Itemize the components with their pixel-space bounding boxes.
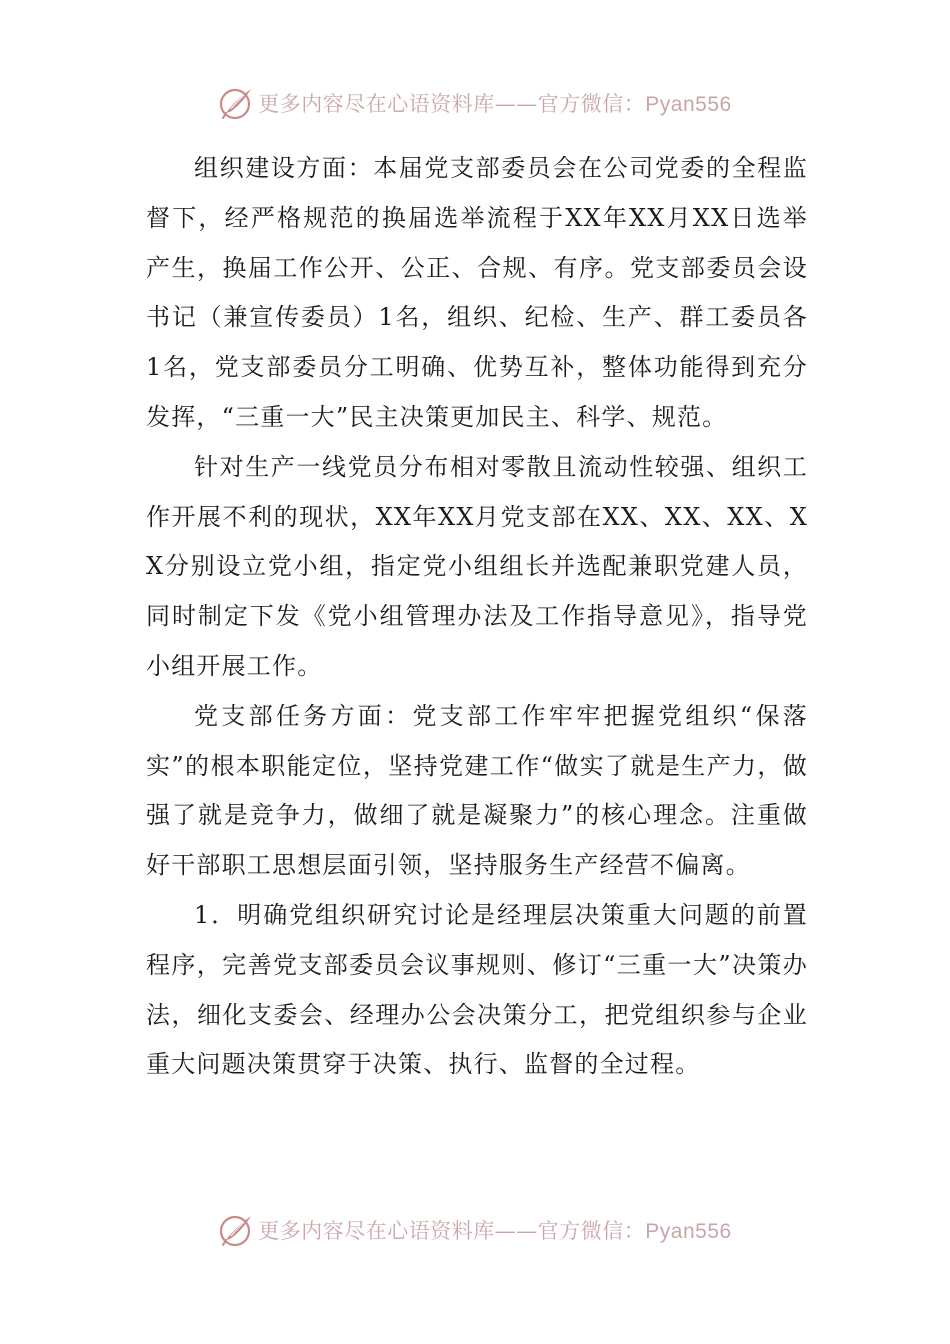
paragraph-party-groups: 针对生产一线党员分布相对零散且流动性较强、组织工作开展不利的现状，XX年XX月党支部在XX、XX、XX、XX分别设立党小组，指定党小组组长并选配兼职党建人员，同时制定下发《党小组管理办法及工作指导意见》，指导党小组开展工作。: [146, 452, 808, 680]
footer-watermark: [0, 1210, 950, 1250]
watermark-main-text: 更多内容尽在心语资料库——官方微信：: [258, 1219, 646, 1243]
paragraph-tasks: 党支部任务方面：党支部工作牢牢把握党组织“保落实”的根本职能定位，坚持党建工作“做实了就是生产力，做强了就是竞争力，做细了就是凝聚力”的核心理念。注重做好干部职工思想层面引领，坚持服务生产经营不偏离。: [146, 701, 808, 880]
paragraph-item-1: 1．明确党组织研究讨论是经理层决策重大问题的前置程序，完善党支部委员会议事规则、修订“三重一大”决策办法，细化支委会、经理办公会决策分工，把党组织参与企业重大问题决策贯穿于决策、执行、监督的全过程。: [146, 900, 808, 1079]
watermark-wechat-id: Pyan556: [645, 1220, 732, 1243]
watermark-wechat-id: Pyan556: [645, 93, 732, 116]
watermark-text: [258, 88, 731, 118]
quill-pen-logo-icon: [218, 85, 254, 121]
paragraph-organization: 组织建设方面：本届党支部委员会在公司党委的全程监督下，经严格规范的换届选举流程于XX年XX月XX日选举产生，换届工作公开、公正、合规、有序。党支部委员会设书记（兼宣传委员）1名，组织、纪检、生产、群工委员各1名，党支部委员分工明确、优势互补，整体功能得到充分发挥，“三重一大”民主决策更加民主、科学、规范。: [146, 154, 808, 431]
quill-pen-logo-icon: [218, 1212, 254, 1248]
document-body: [146, 144, 808, 1090]
watermark-text: [258, 1215, 731, 1245]
header-watermark: [0, 83, 950, 123]
watermark-main-text: 更多内容尽在心语资料库——官方微信：: [258, 92, 646, 116]
